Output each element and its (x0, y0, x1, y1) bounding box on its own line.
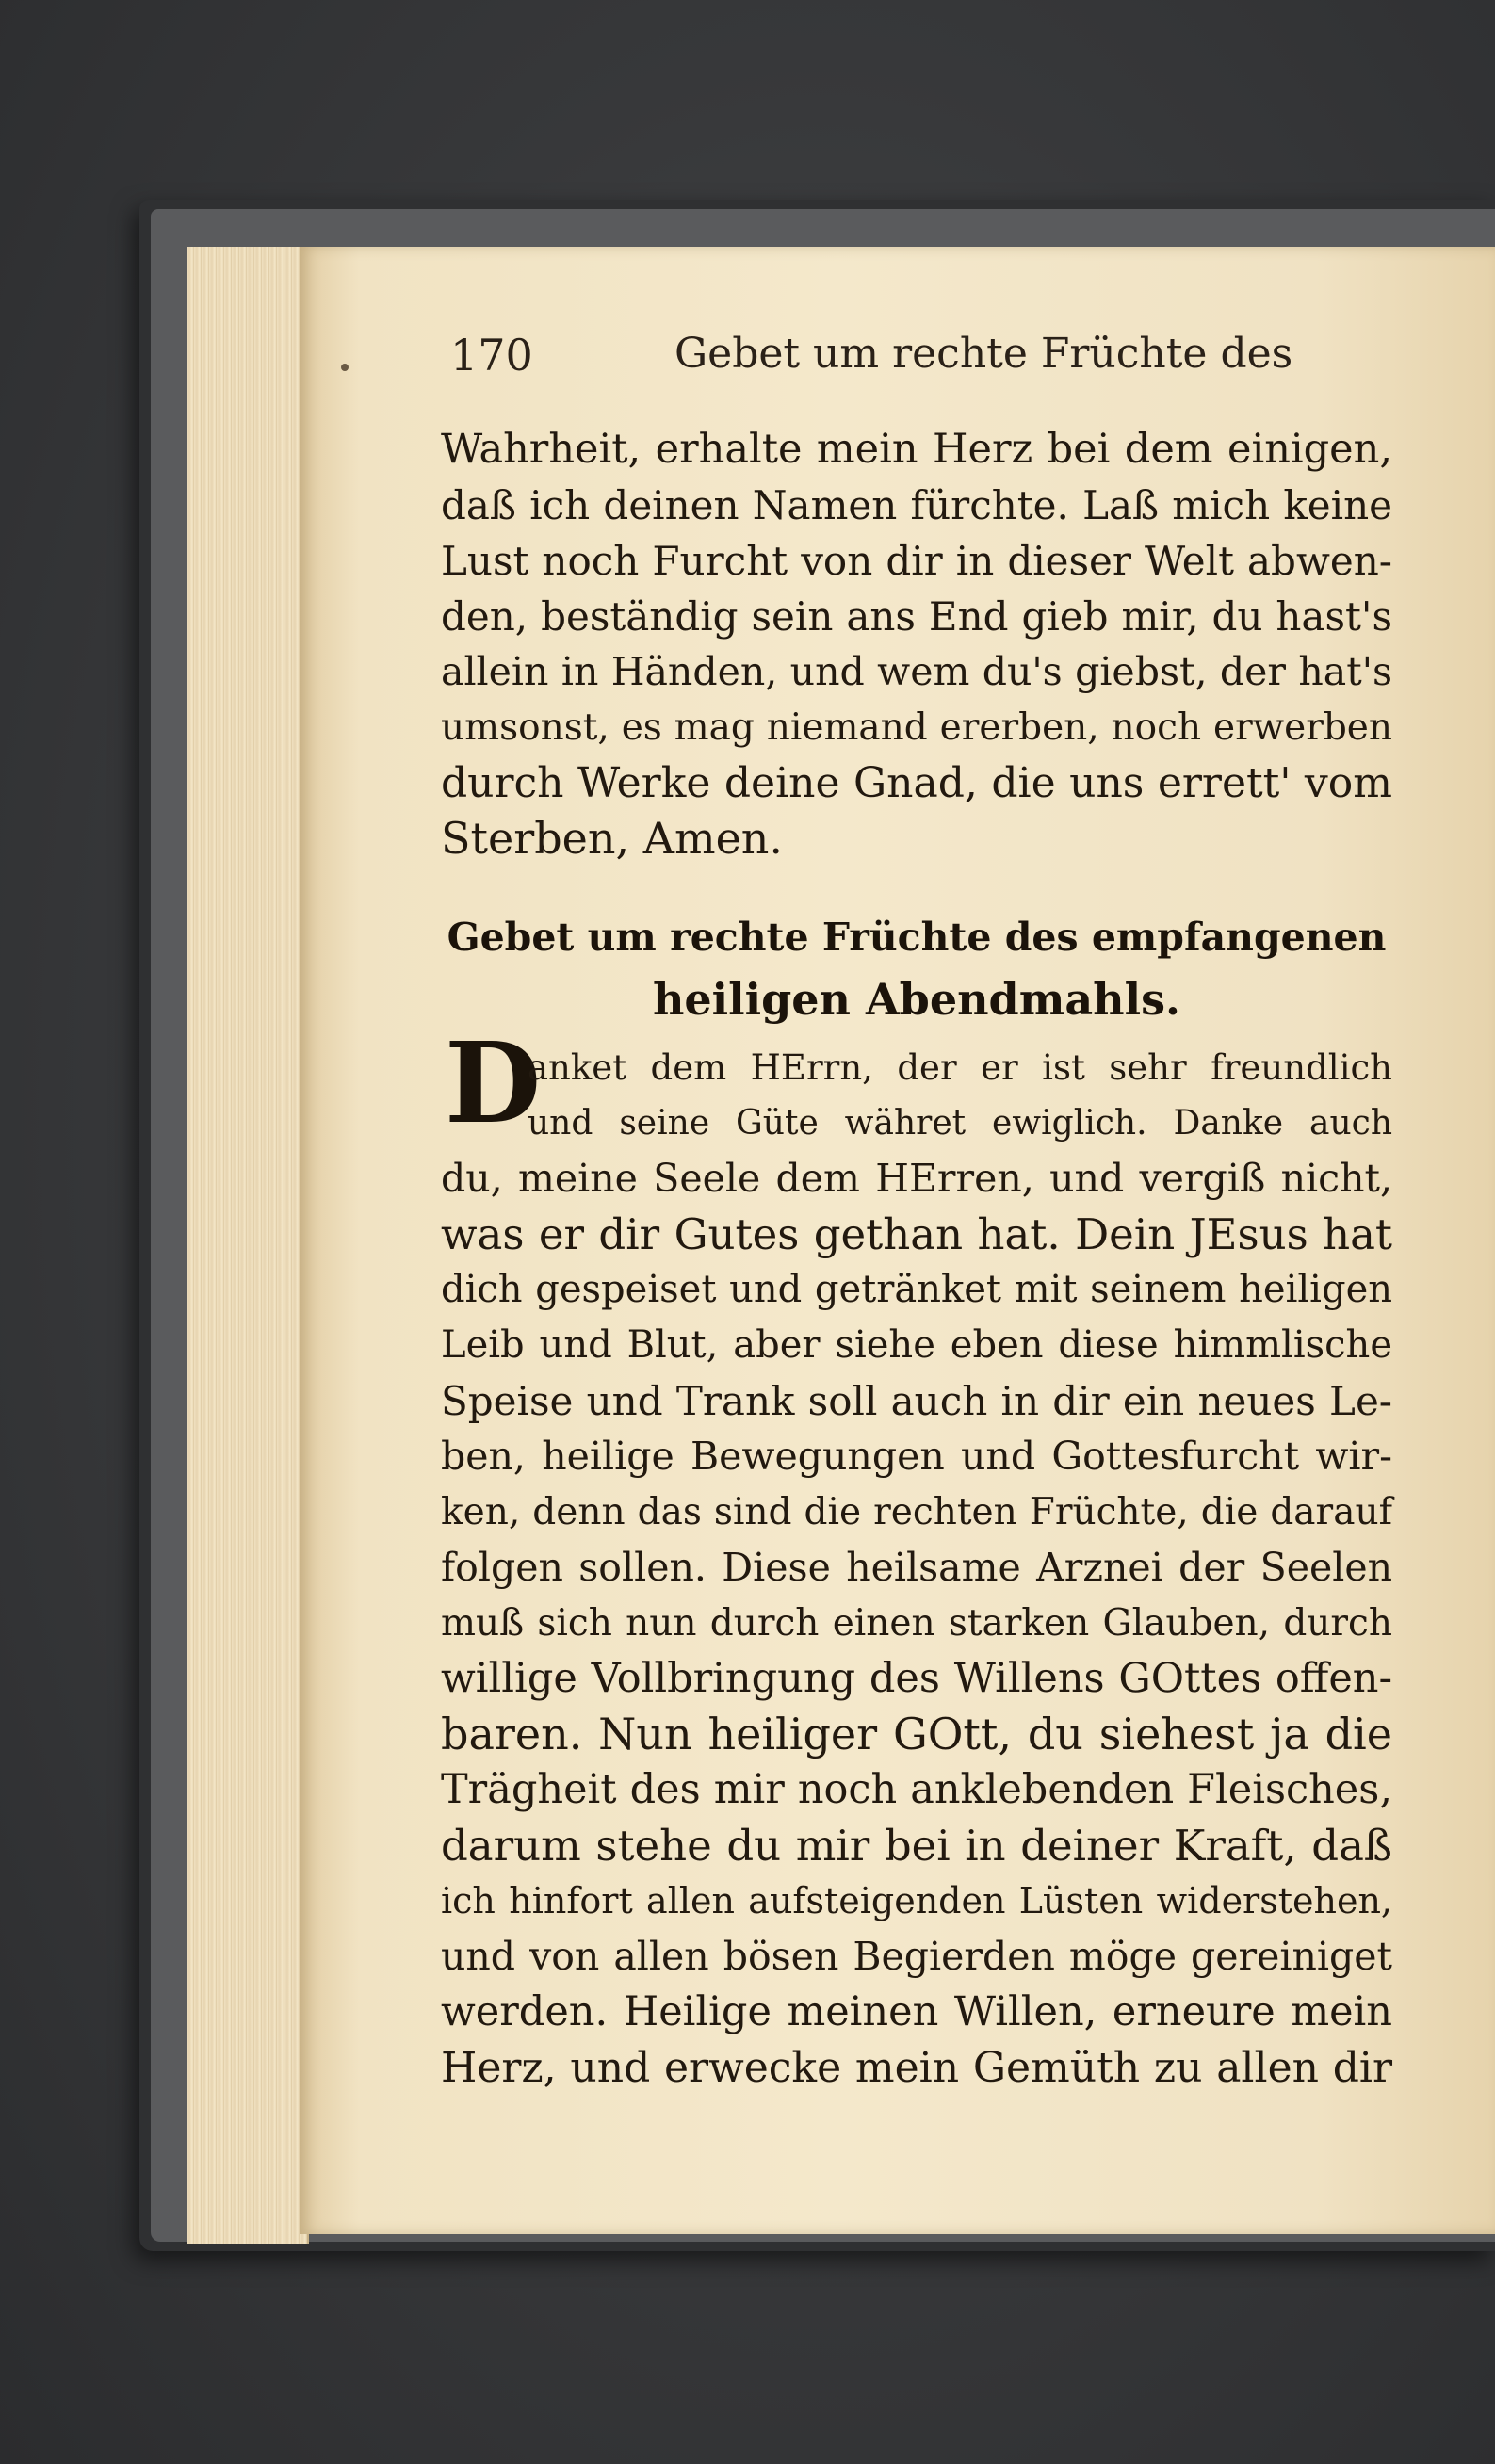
text-line: dich gespeiset und getränket mit seinem heiligen (441, 1268, 1392, 1311)
section-heading (441, 906, 1392, 1030)
text-line: ken, denn das sind die rechten Früchte, die darauf (441, 1491, 1392, 1533)
text-line: Speise und Trank soll auch in dir ein neues Le- (441, 1378, 1392, 1424)
drop-cap: D (445, 1017, 542, 1148)
text-line: umsonst, es mag niemand ererben, noch erwerben (441, 706, 1392, 749)
text-line: werden. Heilige meinen Willen, erneure mein (441, 1988, 1392, 2035)
text-line: daß ich deinen Namen fürchte. Laß mich keine (441, 482, 1392, 528)
text-line: und seine Güte währet ewiglich. Danke auch (528, 1104, 1392, 1143)
paragraph-prayer (441, 1040, 1392, 2096)
page-header (450, 330, 1392, 396)
text-line: willige Vollbringung des Willens GOttes offen- (441, 1655, 1392, 1702)
margin-mark (341, 364, 349, 371)
text-line: baren. Nun heiliger GOtt, du siehest ja die (441, 1709, 1392, 1759)
running-head: Gebet um rechte Früchte des (674, 330, 1293, 378)
text-line: den, beständig sein ans End gieb mir, du hast's (441, 593, 1392, 640)
text-line: durch Werke deine Gnad, die uns errett' vom (441, 759, 1392, 807)
text-line: du, meine Seele dem HErren, und vergiß nicht, (441, 1156, 1392, 1201)
page-number: 170 (450, 330, 533, 381)
text-line: muß sich nun durch einen starken Glauben, durch (441, 1602, 1392, 1645)
paragraph-prayer-end (441, 422, 1392, 867)
text-line: Leib und Blut, aber siehe eben diese himmlische (441, 1323, 1392, 1367)
text-line: allein in Händen, und wem du's giebst, der hat's (441, 649, 1392, 694)
text-line: Wahrheit, erhalte mein Herz bei dem einigen, (441, 426, 1392, 473)
text-line: und von allen bösen Begierden möge gereiniget (441, 1934, 1392, 1979)
text-line: Herz, und erwecke mein Gemüth zu allen dir (441, 2044, 1392, 2092)
text-line: ich hinfort allen aufsteigenden Lüsten widerstehen, (441, 1880, 1392, 1921)
page-edges (187, 247, 309, 2244)
text-line: was er dir Gutes gethan hat. Dein JEsus hat (441, 1209, 1392, 1259)
text-line: Trägheit des mir noch anklebenden Fleisches, (441, 1766, 1392, 1813)
text-line: darum stehe du mir bei in deiner Kraft, daß (441, 1821, 1392, 1871)
text-line: Lust noch Furcht von dir in dieser Welt abwen- (441, 538, 1392, 584)
text-line: Sterben, Amen. (441, 813, 784, 864)
text-line: anket dem HErrn, der er ist sehr freundlich (528, 1047, 1392, 1088)
heading-line: Gebet um rechte Früchte des empfangenen (447, 915, 1387, 960)
text-line: ben, heilige Bewegungen und Gottesfurcht wir- (441, 1434, 1392, 1479)
text-line: folgen sollen. Diese heilsame Arznei der Seelen (441, 1545, 1392, 1590)
heading-line: heiligen Abendmahls. (652, 974, 1181, 1025)
